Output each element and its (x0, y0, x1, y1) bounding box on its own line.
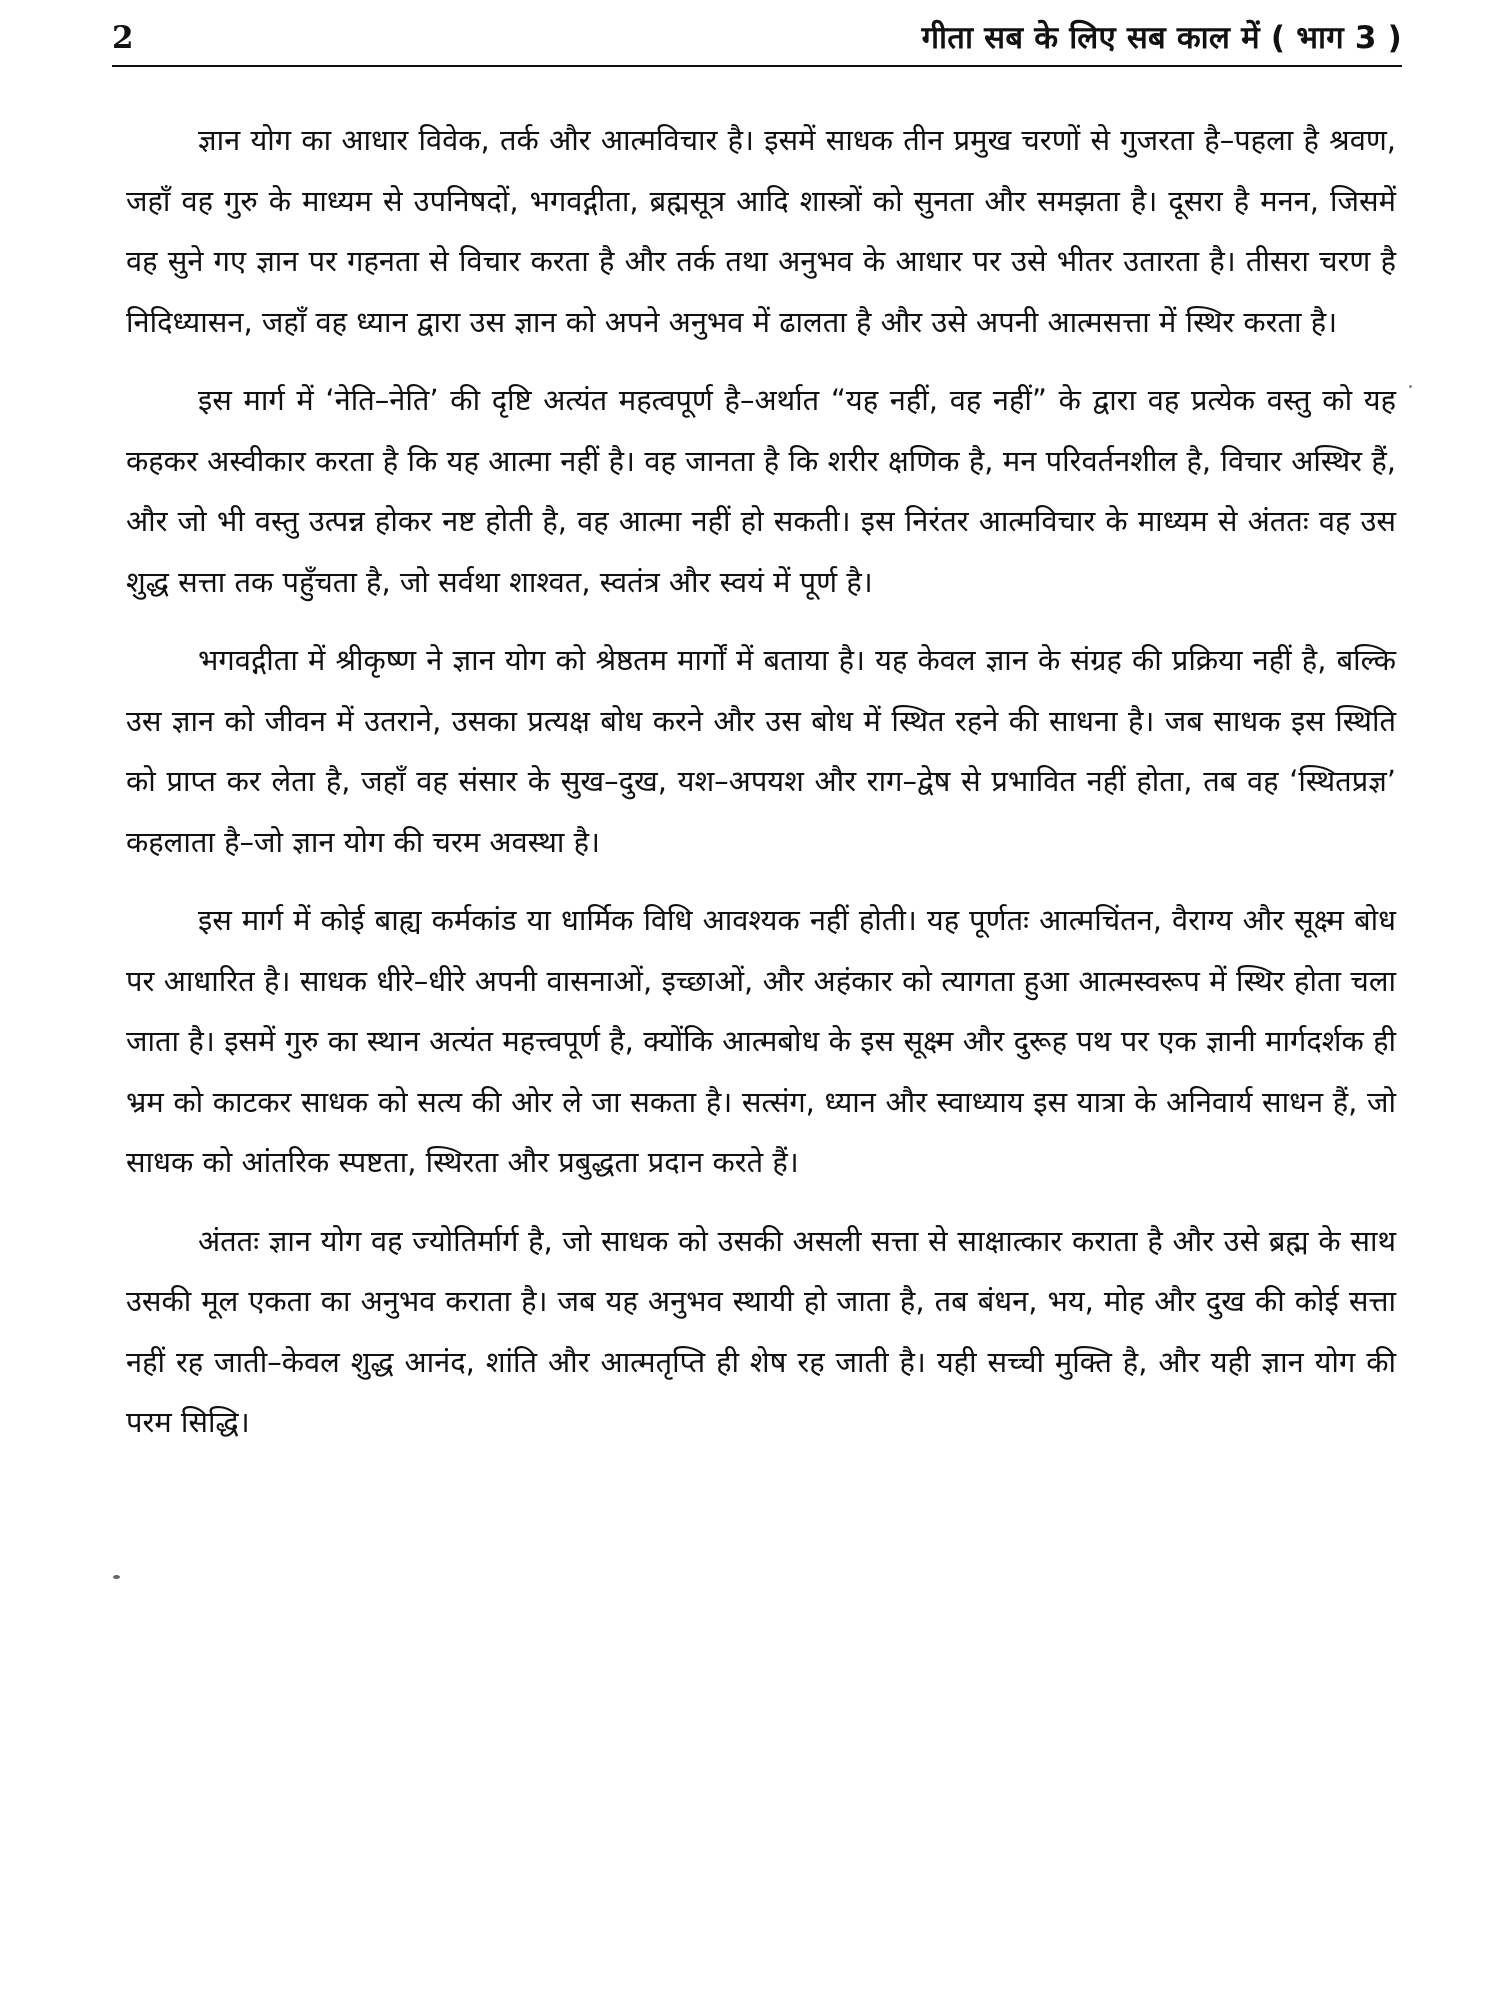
body-text (126, 110, 1396, 1453)
page-number: 2 (112, 19, 134, 56)
paragraph-5: अंततः ज्ञान योग वह ज्योतिर्मार्ग है, जो साधक को उसकी असली सत्ता से साक्षात्कार कराता है और उसे ब्रह्म के साथ उसकी मूल एकता का अनुभव कराता है। जब यह अनुभव स्थायी हो जाता है, तब बंधन, भय, मोह और दुख की कोई सत्ता नहीं रह जाती–केवल शुद्ध आनंद, शांति और आत्मतृप्ति ही शेष रह जाती है। यही सच्ची मुक्ति है, और यही ज्ञान योग की परम सिद्धि। (126, 1223, 1396, 1439)
scan-speck (113, 1575, 120, 1579)
running-title: गीता सब के लिए सब काल में ( भाग 3 ) (921, 19, 1402, 56)
paragraph-2: इस मार्ग में ‘नेति–नेति’ की दृष्टि अत्यंत महत्वपूर्ण है–अर्थात “यह नहीं, वह नहीं” के द्वारा वह प्रत्येक वस्तु को यह कहकर अस्वीकार करता है कि यह आत्मा नहीं है। वह जानता है कि शरीर क्षणिक है, मन परिवर्तनशील है, विचार अस्थिर हैं, और जो भी वस्तु उत्पन्न होकर नष्ट होती है, वह आत्मा नहीं हो सकती। इस निरंतर आत्मविचार के माध्यम से अंततः वह उस शुद्ध सत्ता तक पहुँचता है, जो सर्वथा शाश्वत, स्वतंत्र और स्वयं में पूर्ण है। (126, 383, 1396, 599)
paragraph-4: इस मार्ग में कोई बाह्य कर्मकांड या धार्मिक विधि आवश्यक नहीं होती। यह पूर्णतः आत्मचिंतन, वैराग्य और सूक्ष्म बोध पर आधारित है। साधक धीरे–धीरे अपनी वासनाओं, इच्छाओं, और अहंकार को त्यागता हुआ आत्मस्वरूप में स्थिर होता चला जाता है। इसमें गुरु का स्थान अत्यंत महत्त्वपूर्ण है, क्योंकि आत्मबोध के इस सूक्ष्म और दुरूह पथ पर एक ज्ञानी मार्गदर्शक ही भ्रम को काटकर साधक को सत्य की ओर ले जा सकता है। सत्संग, ध्यान और स्वाध्याय इस यात्रा के अनिवार्य साधन हैं, जो साधक को आंतरिक स्पष्टता, स्थिरता और प्रबुद्धता प्रदान करते हैं। (126, 903, 1396, 1179)
paragraph-1: ज्ञान योग का आधार विवेक, तर्क और आत्मविचार है। इसमें साधक तीन प्रमुख चरणों से गुजरता है–पहला है श्रवण, जहाँ वह गुरु के माध्यम से उपनिषदों, भगवद्गीता, ब्रह्मसूत्र आदि शास्त्रों को सुनता और समझता है। दूसरा है मनन, जिसमें वह सुने गए ज्ञान पर गहनता से विचार करता है और तर्क तथा अनुभव के आधार पर उसे भीतर उतारता है। तीसरा चरण है निदिध्यासन, जहाँ वह ध्यान द्वारा उस ज्ञान को अपने अनुभव में ढालता है और उसे अपनी आत्मसत्ता में स्थिर करता है। (126, 123, 1396, 339)
header-rule (112, 65, 1402, 67)
scan-speck (1409, 385, 1412, 388)
paragraph-3: भगवद्गीता में श्रीकृष्ण ने ज्ञान योग को श्रेष्ठतम मार्गों में बताया है। यह केवल ज्ञान के संग्रह की प्रक्रिया नहीं है, बल्कि उस ज्ञान को जीवन में उतराने, उसका प्रत्यक्ष बोध करने और उस बोध में स्थित रहने की साधना है। जब साधक इस स्थिति को प्राप्त कर लेता है, जहाँ वह संसार के सुख–दुख, यश–अपयश और राग–द्वेष से प्रभावित नहीं होता, तब वह ‘स्थितप्रज्ञ’ कहलाता है–जो ज्ञान योग की चरम अवस्था है। (126, 643, 1396, 859)
page-header (112, 18, 1402, 58)
